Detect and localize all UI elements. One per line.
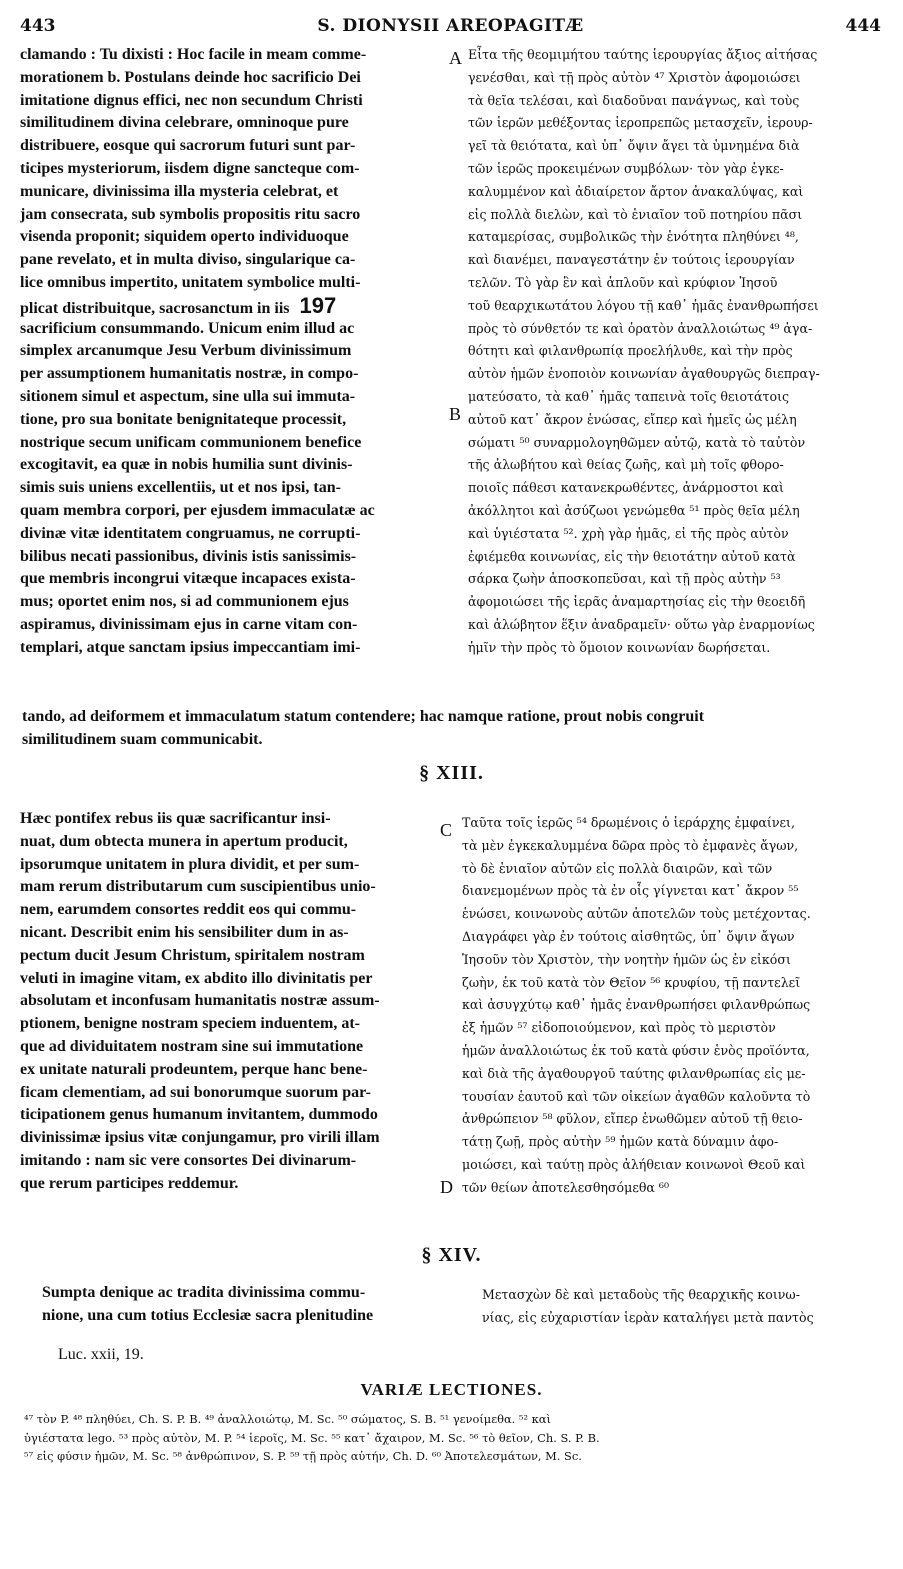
latin-line: jam consecrata, sub symbolis propositis ritu sacro: [20, 205, 361, 223]
greek-column-a: [468, 44, 882, 660]
latin-line: ptionem, benigne nostram speciem induentem, at-: [20, 1015, 360, 1033]
greek-line: τὰ θεῖα τελέσαι, καὶ διαδοῦναι πανάγνως, καὶ τοὺς: [468, 92, 800, 108]
greek-line: τελῶν. Τὸ γὰρ ἓν καὶ ἁπλοῦν καὶ κρύφιον Ἰησοῦ: [468, 274, 778, 290]
greek-line: ἐξ ἡμῶν ⁵⁷ εἰδοποιούμενον, καὶ πρὸς τὸ μεριστὸν: [462, 1020, 776, 1036]
latin-line: nicant. Describit enim his sensibiliter dum in as-: [20, 923, 349, 941]
greek-line: μοιώσει, καὶ ταύτῃ πρὸς ἀλήθειαν κοινωνοὶ Θεοῦ καὶ: [462, 1156, 806, 1172]
latin-line: que membris incongrui vitæque incapaces exista-: [20, 570, 356, 588]
greek-line: αὐτὸν ἡμῶν ἑνοποιὸν κοινωνίαν ἀγαθουργῶς διεπραγ-: [468, 366, 820, 382]
greek-column-14: [482, 1284, 882, 1330]
page-number-left: 443: [20, 16, 56, 36]
latin-line: pane revelato, et in multa diviso, singularique ca-: [20, 251, 356, 269]
greek-line: ἡμῖν τὴν πρὸς τὸ ὅμοιον κοινωνίαν δωρήσεται.: [468, 639, 771, 655]
latin-line: mus; oportet enim nos, si ad communionem ejus: [20, 593, 349, 611]
greek-line: τουσίαν ἑαυτοῦ καὶ τῶν οἰκείων ἀγαθῶν καλοῦντα τὸ: [462, 1088, 811, 1104]
greek-line: τὰ μὲν ἐγκεκαλυμμένα δῶρα πρὸς τὸ ἐμφανὲς ἄγων,: [462, 837, 799, 853]
latin-line: plicat distribuitque, sacrosanctum in iis 197: [20, 294, 337, 318]
greek-line: καὶ ἀσυγχύτῳ καθ᾽ ἡμᾶς ἐνανθρωπήσει φιλανθρώπως: [462, 997, 811, 1013]
greek-line: καὶ διανέμει, παναγεστάτην ἐν τούτοις ἱερουργίαν: [468, 252, 795, 268]
latin-line: imitando : nam sic vere consortes Dei divinarum-: [20, 1151, 357, 1169]
latin-line: lice omnibus impertito, unitatem symbolice multi-: [20, 273, 361, 291]
latin-line: per assumptionem humanitatis nostræ, in compo-: [20, 365, 359, 383]
greek-line: ἑνώσει, κοινωνοὺς αὐτῶν ἀποτελῶν τοὺς μετέχοντας.: [462, 906, 811, 922]
greek-line: τῶν ἱερῶν μεθέξοντας ἱεροπρεπῶς μετασχεῖν, ἱερουρ-: [468, 115, 813, 131]
latin-line: ex unitate naturali prodeuntem, perque hanc bene-: [20, 1060, 368, 1078]
variae-lectiones: [24, 1410, 884, 1466]
greek-line: καλυμμένον καὶ ἀδιαίρετον ἄρτον ἀνακαλύψας, καὶ: [468, 183, 804, 199]
greek-line: τὸ δὲ ἑνιαῖον αὐτῶν εἰς πολλὰ διαιρῶν, καὶ τῶν: [462, 860, 773, 876]
latin-line: tione, pro sua bonitate benignitateque processit,: [20, 410, 347, 428]
greek-line: θότητι καὶ φιλανθρωπίᾳ προελήλυθε, καὶ τὴν πρὸς: [468, 343, 793, 359]
latin-line: nem, earumdem consortes reddit eos qui commu-: [20, 901, 357, 919]
greek-line: Μετασχὼν δὲ καὶ μεταδοὺς τῆς θεαρχικῆς κοινω-: [482, 1287, 800, 1302]
variant-reading-line: ὑγιέστατα lego. ⁵³ πρὸς αὐτὸν, M. P. ⁵⁴ ἱεροῖς, M. Sc. ⁵⁵ κατ᾽ ἄχαιρον, M. Sc. ⁵⁶ τὸ θεῖον, Ch. S. P. B.: [24, 1430, 600, 1445]
greek-line: Διαγράφει γὰρ ἐν τούτοις αἰσθητῶς, ὑπ᾽ ὄψιν ἄγων: [462, 928, 795, 944]
latin-line: nostrique secum unificam communionem benefice: [20, 433, 362, 451]
greek-line: εἰς πολλὰ διελὼν, καὶ τὸ ἑνιαῖον τοῦ ποτηρίου πᾶσι: [468, 206, 803, 222]
greek-line: διανεμομένων πρὸς τὰ ἐν οἷς γίγνεται κατ᾽ ἄκρον ⁵⁵: [462, 883, 799, 899]
latin-line: sacrificium consummando. Unicum enim illud ac: [20, 319, 355, 337]
latin-line: mam rerum distributarum cum suscipientibus unio-: [20, 878, 376, 896]
greek-line: ἐφιέμεθα κοινωνίας, εἰς τὴν θειοτάτην αὐτοῦ κατὰ: [468, 548, 796, 564]
greek-line: τοῦ θεαρχικωτάτου λόγου τῇ καθ᾽ ἡμᾶς ἐνανθρωπήσει: [468, 297, 819, 313]
latin-line: Hæc pontifex rebus iis quæ sacrificantur insi-: [20, 810, 331, 827]
latin-line: simis suis uniens excellentiis, ut et nos ipsi, tan-: [20, 479, 341, 497]
section-heading-13: § XIII.: [419, 762, 484, 784]
latin-line: divinissimæ ipsius vitæ conjungamur, pro virili illam: [20, 1129, 380, 1147]
greek-line: αὐτοῦ κατ᾽ ἄκρον ἑνώσας, εἴπερ καὶ ἡμεῖς ὡς μέλη: [468, 411, 797, 427]
latin-line: visenda proponit; siquidem operto individuoque: [20, 228, 349, 246]
greek-line: τῆς ἀλωβήτου καὶ θείας ζωῆς, καὶ μὴ τοῖς φθορο-: [468, 457, 784, 473]
latin-line: nione, una cum totius Ecclesiæ sacra plenitudine: [42, 1306, 374, 1324]
margin-letter-c: C: [440, 820, 453, 840]
greek-line: ματεύσατο, τὰ καθ᾽ ἡμᾶς ταπεινὰ τοῖς θειοτάτοις: [468, 388, 790, 404]
latin-line: tando, ad deiformem et immaculatum statum contendere; hac namque ratione, prout nobis congruit: [22, 708, 705, 725]
running-header: [20, 16, 881, 40]
latin-line: bilibus necati passionibus, divinis istis sanissimis-: [20, 547, 357, 565]
variae-lectiones-title: VARIÆ LECTIONES.: [360, 1380, 543, 1399]
greek-line: Εἶτα τῆς θεομιμήτου ταύτης ἱερουργίας ἄξιος αἰτήσας: [468, 47, 818, 62]
latin-line: ticipationem genus humanum invitantem, dummodo: [20, 1106, 378, 1124]
page-number-right: 444: [845, 16, 881, 36]
latin-line: templari, atque sanctam ipsius impeccantiam imi-: [20, 638, 361, 656]
column-number-marker: 197: [299, 294, 337, 318]
greek-line: νίας, εἰς εὐχαριστίαν ἱερὰν καταλήγει μετὰ παντὸς: [482, 1309, 814, 1325]
latin-line: sitionem simul et aspectum, sine ulla sui immuta-: [20, 387, 356, 405]
greek-column-13: [462, 812, 882, 1200]
greek-line: τῶν ἱερῶς προκειμένων συμβόλων· τὸν γὰρ ἐγκε-: [468, 160, 784, 176]
latin-line: aspiramus, divinissimam ejus in carne vitam con-: [20, 615, 358, 633]
greek-line: ἡμῶν ἀναλλοιώτως ἐκ τοῦ κατὰ φύσιν ἑνὸς προϊόντα,: [462, 1042, 810, 1058]
greek-line: Ταῦτα τοῖς ἱερῶς ⁵⁴ δρωμένοις ὁ ἱεράρχης ἐμφαίνει,: [462, 815, 795, 830]
section-heading-14: § XIV.: [421, 1244, 482, 1266]
latin-line: quam membra corpori, per ejusdem immaculatæ ac: [20, 501, 375, 519]
latin-tail-a: [22, 706, 882, 752]
margin-letter-d: D: [440, 1177, 453, 1197]
latin-line: divinæ vitæ identitatem congruamus, ne corrupti-: [20, 524, 361, 542]
latin-line: Sumpta denique ac tradita divinissima commu-: [42, 1284, 366, 1301]
greek-line: γεῖ τὰ θειότατα, καὶ ὑπ᾽ ὄψιν ἄγει τὰ ὑμνημένα διὰ: [468, 138, 800, 154]
greek-line: γενέσθαι, καὶ τῇ πρὸς αὐτὸν ⁴⁷ Χριστὸν ἀφομοιώσει: [468, 69, 801, 85]
latin-column-13: [20, 808, 440, 1196]
variant-reading-line: ⁴⁷ τὸν P. ⁴⁸ πληθύει, Ch. S. P. B. ⁴⁹ ἀναλλοιώτῳ, M. Sc. ⁵⁰ σώματος, S. B. ⁵¹ γενοίμεθα. ⁵² καὶ: [24, 1412, 551, 1426]
footnote-reference: [58, 1346, 144, 1364]
latin-line: similitudinem suam communicabit.: [22, 730, 263, 748]
latin-line: municare, divinissima illa mysteria celebrat, et: [20, 182, 339, 200]
latin-line: excogitavit, ea quæ in nobis humilia sunt divinis-: [20, 456, 353, 474]
running-title: S. DIONYSII AREOPAGITÆ: [317, 16, 584, 36]
footnote-text: Luc. xxii, 19.: [58, 1346, 144, 1363]
greek-line: σάρκα ζωὴν ἀποσκοπεῦσαι, καὶ τῇ πρὸς αὐτὴν ⁵³: [468, 571, 781, 587]
greek-line: Ἰησοῦν τὸν Χριστὸν, τὴν νοητὴν ἡμῶν ὡς ἐν εἰκόσι: [462, 951, 791, 967]
latin-line: que rerum participes reddemur.: [20, 1174, 239, 1192]
latin-line: pectum ducit Jesum Christum, spiritalem nostram: [20, 946, 365, 964]
latin-line: ticipes mysteriorum, iisdem digne sancteque com-: [20, 159, 360, 177]
greek-line: ἀνθρώπειον ⁵⁸ φῦλον, εἴπερ ἑνωθῶμεν αὐτοῦ τῇ θειο-: [462, 1111, 803, 1127]
latin-line: morationem b. Postulans deinde hoc sacrificio Dei: [20, 68, 361, 86]
greek-line: καὶ ὑγιέστατα ⁵². χρὴ γὰρ ἡμᾶς, εἰ τῆς πρὸς αὐτὸν: [468, 525, 789, 541]
greek-line: ζωὴν, ἐκ τοῦ κατὰ τὸν Θεῖον ⁵⁶ κρυφίου, τῇ παντελεῖ: [462, 974, 801, 990]
latin-line: ficam clementiam, ad sui bonorumque suorum par-: [20, 1083, 371, 1101]
latin-column-14: [42, 1282, 442, 1328]
variant-reading-line: ⁵⁷ εἰς φύσιν ἡμῶν, M. Sc. ⁵⁸ ἀνθρώπινον, S. P. ⁵⁹ τῇ πρὸς αὐτήν, Ch. D. ⁶⁰ Ἀποτελεσμάτων, M. Sc.: [24, 1449, 582, 1463]
greek-line: τῶν θείων ἀποτελεσθησόμεθα ⁶⁰: [462, 1179, 670, 1195]
greek-line: καταμερίσας, συμβολικῶς τὴν ἑνότητα πληθύνει ⁴⁸,: [468, 229, 799, 245]
latin-line: imitatione dignus effici, nec non secundum Christi: [20, 91, 363, 109]
greek-line: ποιοῖς πάθεσι κατανεκρωθέντες, ἀνάρμοστοι καὶ: [468, 480, 784, 496]
latin-column-a: [20, 44, 448, 660]
margin-letter-b: B: [449, 404, 462, 424]
greek-line: ἀφομοιώσει τῆς ἱερᾶς ἀναμαρτησίας εἰς τὴν θεοειδῆ: [468, 594, 806, 610]
latin-line: nuat, dum obtecta munera in apertum producit,: [20, 832, 348, 850]
latin-line: similitudinem divina celebrare, omninoque pure: [20, 114, 349, 132]
greek-line: καὶ ἀλώβητον ἕξιν ἀναδραμεῖν· οὕτω γὰρ ἐναρμονίως: [468, 616, 815, 632]
latin-line: veluti in imagine vitam, ex abdito illo divinitatis per: [20, 969, 373, 987]
greek-line: τάτῃ ζωῇ, πρὸς αὐτὴν ⁵⁹ ἡμῶν κατὰ δύναμιν ἀφο-: [462, 1134, 779, 1150]
greek-line: πρὸς τὸ σύνθετόν τε καὶ ὁρατὸν ἀναλλοιώτως ⁴⁹ ἀγα-: [468, 320, 813, 336]
latin-line: que ad dividuitatem nostram sine sui immutatione: [20, 1037, 364, 1055]
greek-line: καὶ διὰ τῆς ἀγαθουργοῦ ταύτης φιλανθρωπίας εἰς με-: [462, 1065, 806, 1081]
greek-line: ἀκόλλητοι καὶ ἀσύζωοι γενώμεθα ⁵¹ πρὸς θεῖα μέλη: [468, 502, 800, 518]
greek-line: σώματι ⁵⁰ συναρμολογηθῶμεν αὐτῷ, κατὰ τὸ ταὐτὸν: [468, 434, 806, 450]
latin-line: ipsorumque unitatem in plura dividit, et per sum-: [20, 855, 360, 873]
latin-line: clamando : Tu dixisti : Hoc facile in meam comme-: [20, 46, 367, 63]
latin-line: distribuere, eosque qui sacrorum futuri sunt par-: [20, 137, 356, 155]
latin-line: simplex arcanumque Jesu Verbum divinissimum: [20, 342, 352, 360]
latin-line: absolutam et inconfusam humanitatis nostræ assum-: [20, 992, 380, 1010]
margin-letter-a: A: [449, 48, 462, 68]
